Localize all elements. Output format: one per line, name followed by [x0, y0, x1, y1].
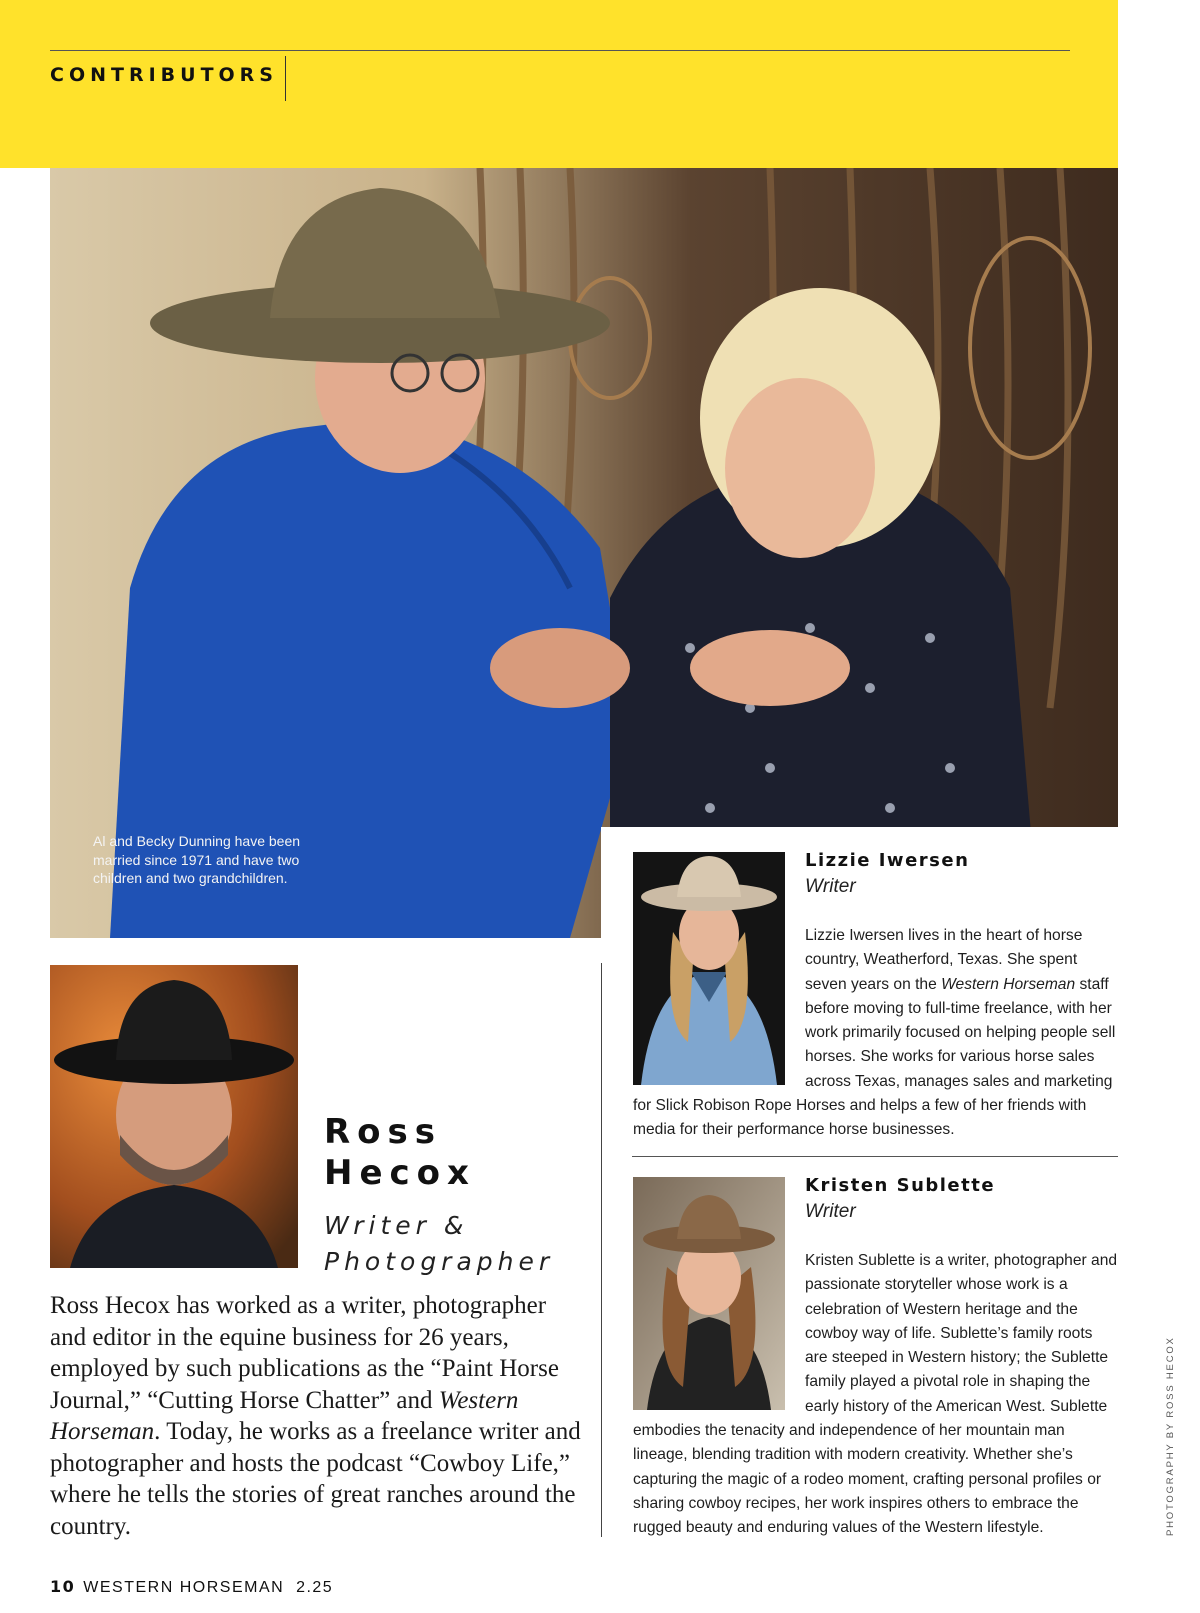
kristen-role: Writer — [805, 1201, 856, 1222]
hero-photo-illustration — [50, 168, 1118, 938]
kristen-bio-text: Kristen Sublette is a writer, photographer and passionate storyteller whose work is a celebration of Western heritage and the cowboy way of life. Sublette’s family roots are steeped in Western history; the Sublette family played a pivotal role in shaping the early history of the American West. Sublette embodies the tenacity and independence of her mountain man lineage, blending tradition with modern creativity. Whether she’s capturing the magic of a rodeo moment, crafting personal profiles or sharing cowboy recipes, her work inspires others to embrace the rugged beauty and enduring values of the Western lifestyle. — [633, 1252, 1118, 1537]
ross-portrait-illustration — [50, 965, 298, 1268]
hero-caption: Al and Becky Dunning have been married since 1971 and have two children and two grandchildren. — [93, 833, 301, 886]
contributor-separator — [632, 1156, 1118, 1157]
column-divider — [601, 963, 602, 1537]
header-rule — [50, 50, 1070, 51]
ross-name-first: Ross — [324, 1112, 443, 1152]
ross-bio-part2: . Today, he works as a freelance writer and photographer and hosts the podcast “Cowboy Life,” where he tells the stories of great ranches around the country. — [50, 1418, 581, 1540]
section-label: CONTRIBUTORS — [50, 64, 278, 86]
photo-credit: PHOTOGRAPHY BY ROSS HECOX — [1165, 1336, 1176, 1536]
ross-role — [324, 1208, 554, 1280]
section-divider — [285, 56, 286, 101]
issue-date: 2.25 — [296, 1579, 334, 1596]
folio — [50, 1577, 333, 1597]
ross-role-line1: Writer & — [324, 1211, 469, 1240]
hero-photo — [50, 168, 1118, 938]
page-number: 10 — [50, 1577, 76, 1596]
lizzie-bio-part2: staff before moving to full-time freelance, with her work primarily focused on helping people sell horses. She works for various horse sales across Texas, manages sales and marketing for Slick Robison Rope Horses and helps a few of her friends with media for their performance horse businesses. — [633, 975, 1116, 1139]
lizzie-bio-italic: Western Horseman — [941, 975, 1076, 993]
lizzie-bio-part1: Lizzie Iwersen lives in the heart of horse country, Weatherford, Texas. She spent seven years on the — [805, 927, 1083, 993]
lizzie-name: Lizzie Iwersen — [805, 850, 970, 871]
kristen-bio — [633, 1249, 1118, 1541]
ross-hecox-portrait — [50, 965, 298, 1268]
kristen-name: Kristen Sublette — [805, 1175, 996, 1196]
ross-role-line2: Photographer — [324, 1247, 555, 1276]
ross-bio-part1: Ross Hecox has worked as a writer, photographer and editor in the equine business for 26 years, employed by such publications as the “Paint Horse Journal,” “Cutting Horse Chatter” and — [50, 1292, 559, 1414]
lizzie-bio — [633, 924, 1118, 1143]
publication-name: WESTERN HORSEMAN — [83, 1579, 285, 1596]
ross-bio-italic: Western Horseman — [50, 1386, 519, 1445]
ross-name — [324, 1112, 476, 1194]
ross-name-last: Hecox — [324, 1153, 476, 1193]
ross-bio — [50, 1290, 585, 1542]
lizzie-role: Writer — [805, 876, 856, 897]
